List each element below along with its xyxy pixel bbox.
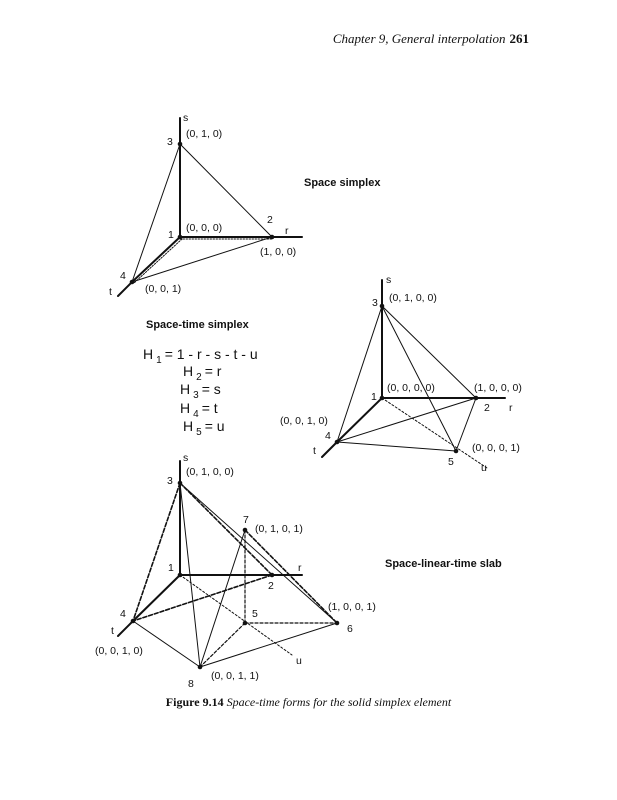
node-number: 3 [167,136,173,148]
figure-caption [0,695,617,710]
s-axis-label: s [386,274,392,286]
t-axis-label: t [111,625,114,637]
node-3 [380,304,385,309]
slab-title: Space-linear-time slab [385,558,502,570]
edge-3-4 [132,144,180,282]
edge-4-8 [133,621,200,667]
caption-text: Space-time forms for the solid simplex element [226,695,452,709]
node-number: 2 [267,214,273,226]
shape-function-h5: H $_5$ = u [183,418,225,438]
t-axis-line [118,282,132,296]
node-2 [270,235,275,240]
r-axis-label: r [509,402,513,414]
node-number: 4 [325,430,331,442]
t-axis-line [118,621,133,636]
node-4 [131,619,136,624]
edge-7-6 [245,530,337,623]
shape-function-h2: H $_2$ = r [183,363,222,383]
space-time-simplex-title: Space-time simplex [146,319,249,331]
node-3 [178,142,183,147]
node-8 [198,665,203,670]
node-5 [454,449,459,454]
node-coord: (0, 0, 1, 0) [280,415,328,427]
node-7 [243,528,248,533]
node-number: 1 [371,391,377,403]
node-3 [178,481,183,486]
edge-4-5 [337,442,456,451]
node-coord: (0, 0, 0) [186,222,223,234]
node-2 [474,396,479,401]
t-axis-label: t [313,445,316,457]
node-number: 1 [168,562,174,574]
edge-1-4 [132,237,180,282]
space-simplex-diagram [118,118,302,296]
node-number: 4 [120,608,126,620]
node-coord: (1, 0, 0, 1) [328,601,376,613]
edge-6-8 [200,623,337,667]
r-axis-label: r [285,225,289,237]
s-axis-label: s [183,452,189,464]
space-simplex-title: Space simplex [304,177,381,189]
node-number: 5 [448,456,454,468]
node-number: 5 [252,608,258,620]
node-coord: (1, 0, 0) [260,246,297,258]
node-coord: (0, 1, 0, 0) [389,292,437,304]
edge-3-5 [382,306,456,451]
t-axis-line [322,442,337,457]
node-number: 6 [347,623,353,635]
node-coord: (1, 0, 0, 0) [474,382,522,394]
page-number: 261 [509,31,529,46]
node-5 [243,621,248,626]
chapter-title: Chapter 9, General interpolation [332,31,506,46]
u-axis-label: u [296,655,302,667]
shape-function-h3: H $_3$ = s [180,381,221,401]
node-6 [335,621,340,626]
node-number: 3 [167,475,173,487]
node-number: 2 [484,402,490,414]
node-4 [130,280,135,285]
node-1 [380,396,385,401]
node-number: 2 [268,580,274,592]
t-axis-label: t [109,286,112,298]
edge-1-4-shade [134,239,182,283]
node-coord: (0, 0, 0, 1) [472,442,520,454]
node-number: 7 [243,514,249,526]
node-coord: (0, 0, 1, 0) [95,645,143,657]
node-coord: (0, 0, 1, 1) [211,670,259,682]
edge-3-4 [133,483,180,621]
shape-function-h1: H $_1$ = 1 - r - s - t - u [143,346,258,366]
edge-2-4 [337,398,476,442]
edge-3-4 [337,306,382,442]
node-coord: (0, 0, 0, 0) [387,382,435,394]
node-number: 3 [372,297,378,309]
node-coord: (0, 0, 1) [145,283,182,295]
space-time-simplex-diagram [322,280,505,468]
node-1 [178,573,183,578]
node-2 [270,573,275,578]
caption-label: Figure 9.14 [165,695,224,709]
node-1 [178,235,183,240]
u-axis-label: u [481,462,487,474]
node-number: 4 [120,270,126,282]
r-axis-label: r [298,562,302,574]
node-number: 1 [168,229,174,241]
node-coord: (0, 1, 0) [186,128,223,140]
edge-3-6 [180,483,337,623]
slab-diagram [118,461,337,667]
shape-function-h4: H $_4$ = t [180,400,218,420]
node-4 [335,440,340,445]
node-coord: (0, 1, 0, 1) [255,523,303,535]
s-axis-label: s [183,112,189,124]
node-coord: (0, 1, 0, 0) [186,466,234,478]
edge-7-8 [200,530,245,667]
edge-2-4 [132,237,272,282]
node-number: 8 [188,678,194,690]
